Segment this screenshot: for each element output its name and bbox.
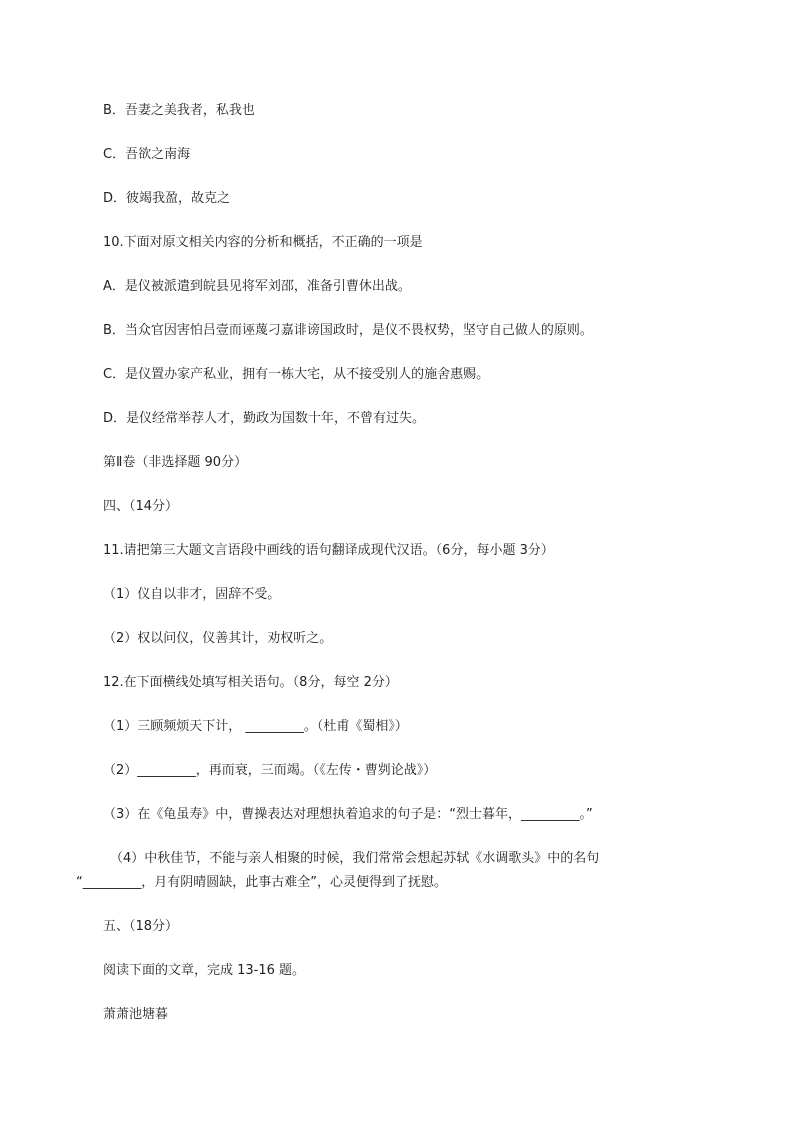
question-10-option-d: D．是仪经常举荐人才，勤政为国数十年，不曾有过失。 [103,411,426,426]
section-4-heading: 四、（14分） [103,499,179,514]
question-12-item-4-line-1: （4）中秋佳节，不能与亲人相聚的时候，我们常常会想起苏轼《水调歌头》中的名句 [110,851,600,866]
reading-instruction: 阅读下面的文章，完成 13-16 题。 [103,963,306,978]
question-12-item-4-line-2: “_________，月有阴晴圆缺，此事古难全”，心灵便得到了抚慰。 [76,875,447,890]
part-2-heading: 第Ⅱ卷（非选择题 90分） [103,455,248,470]
question-12-item-1: （1）三顾频烦天下计， _________。（杜甫《蜀相》） [103,719,408,734]
article-title: 萧萧池塘暮 [103,1007,169,1022]
question-12-stem: 12.在下面横线处填写相关语句。（8分，每空 2分） [103,675,398,690]
question-11-item-2: （2）权以问仪，仪善其计，劝权听之。 [103,631,333,646]
section-5-heading: 五、（18分） [103,919,179,934]
option-d-line: D．彼竭我盈，故克之 [103,191,231,206]
question-10-option-c: C．是仪置办家产私业，拥有一栋大宅，从不接受别人的施舍惠赐。 [103,367,490,382]
question-12-item-2: （2）_________，再而衰，三而竭。（《左传・曹刿论战》） [103,763,437,778]
question-11-stem: 11.请把第三大题文言语段中画线的语句翻译成现代汉语。（6分，每小题 3分） [103,543,554,558]
option-c-line: C．吾欲之南海 [103,147,191,162]
question-12-item-3: （3）在《龟虽寿》中，曹操表达对理想执着追求的句子是：“烈士暮年，_________。” [103,807,593,822]
question-10-option-b: B．当众官因害怕吕壹而诬蔑刁嘉诽谤国政时，是仪不畏权势，坚守自己做人的原则。 [103,323,593,338]
option-b-line: B．吾妻之美我者，私我也 [103,103,255,118]
question-11-item-1: （1）仪自以非才，固辞不受。 [103,587,281,602]
question-10-stem: 10.下面对原文相关内容的分析和概括，不正确的一项是 [103,235,423,250]
question-10-option-a: A．是仪被派遣到皖县见将军刘邵，准备引曹休出战。 [103,279,411,294]
